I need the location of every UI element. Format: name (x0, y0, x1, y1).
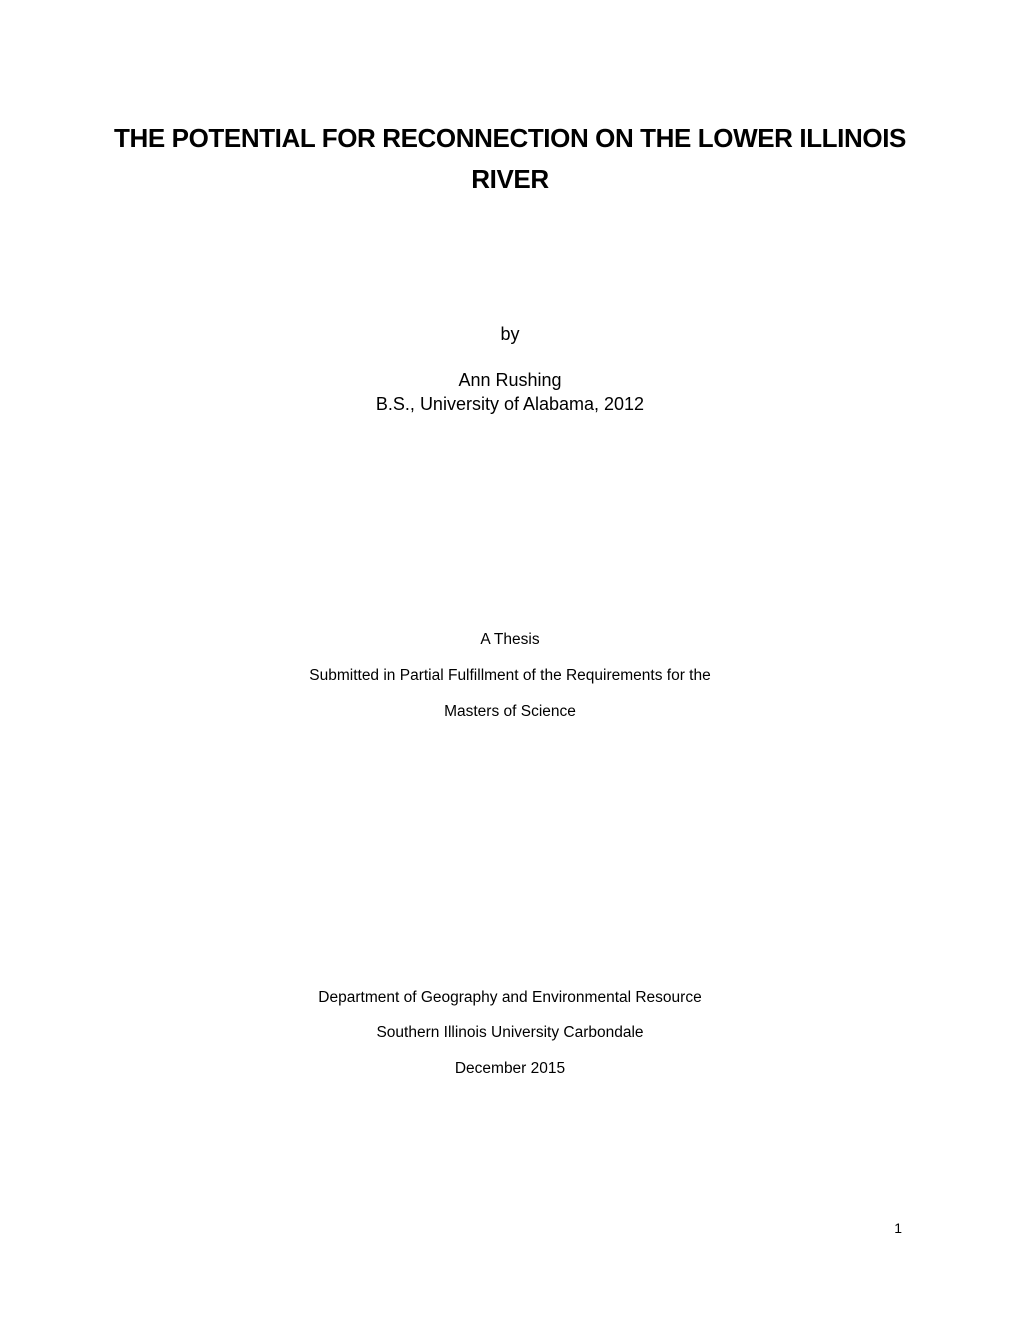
author-degree: B.S., University of Alabama, 2012 (375, 394, 645, 414)
thesis-title-line-1: THE POTENTIAL FOR RECONNECTION ON THE LOWER ILLINOIS (114, 123, 906, 153)
thesis-title-line-2: RIVER (471, 164, 549, 194)
department: Department of Geography and Environmental Resource (318, 989, 702, 1006)
document-type: A Thesis (480, 631, 540, 648)
page-number: 1 (894, 1220, 902, 1236)
submission-date: December 2015 (454, 1060, 566, 1077)
submission-statement: Submitted in Partial Fulfillment of the Requirements for the (309, 667, 711, 684)
degree-sought: Masters of Science (444, 703, 576, 720)
author-name: Ann Rushing (458, 370, 562, 390)
university: Southern Illinois University Carbondale (376, 1024, 644, 1041)
by-label: by (500, 324, 520, 344)
thesis-title (110, 118, 910, 200)
